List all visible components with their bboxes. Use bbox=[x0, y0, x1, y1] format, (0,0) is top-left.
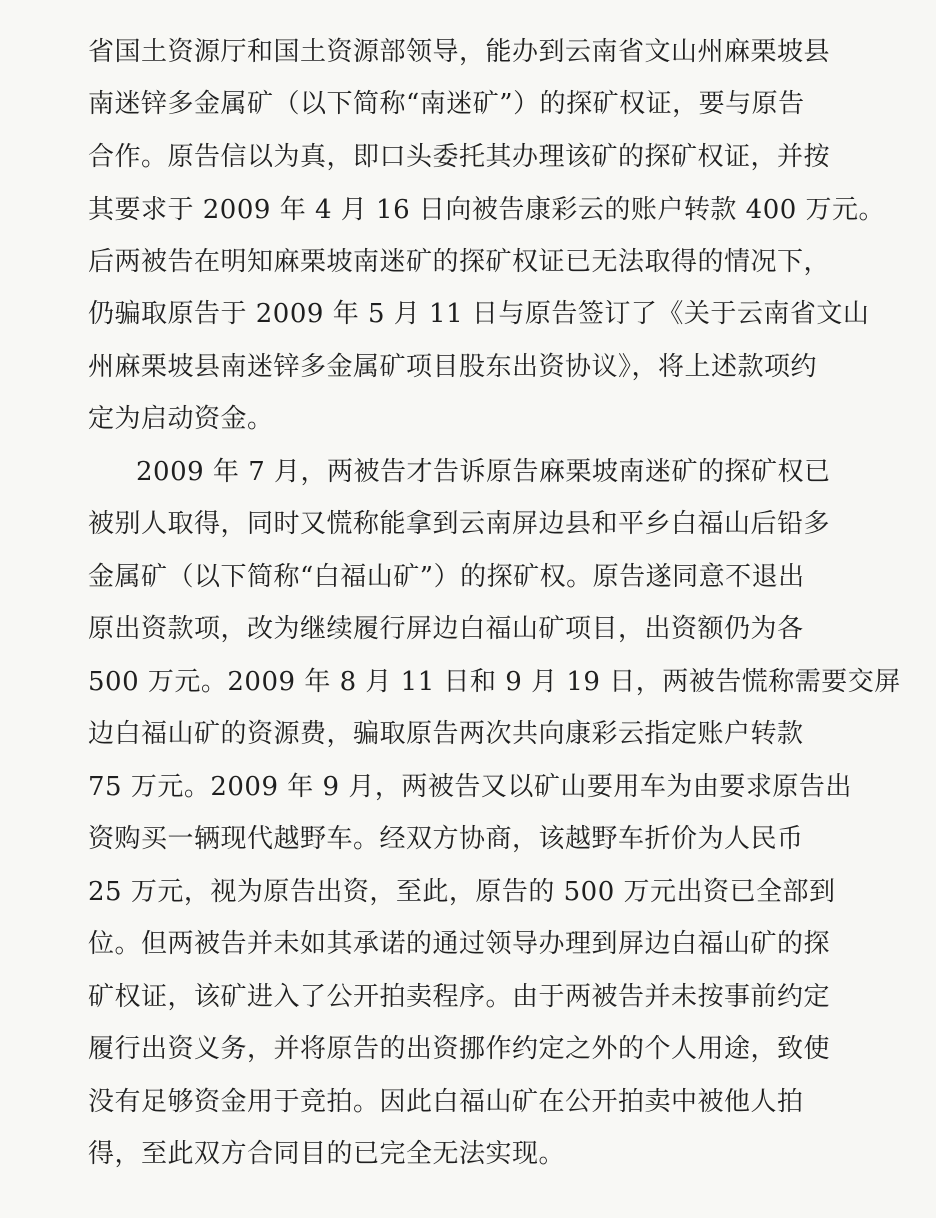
text-line: 位。但两被告并未如其承诺的通过领导办理到屏边白福山矿的探 bbox=[88, 929, 831, 959]
text-line: 资购买一辆现代越野车。经双方协商，该越野车折价为人民币 bbox=[88, 824, 804, 854]
text-line: 其要求于 2009 年 4 月 16 日向被告康彩云的账户转款 400 万元。 bbox=[88, 195, 886, 225]
text-line: 金属矿（以下简称“白福山矿”）的探矿权。原告遂同意不退出 bbox=[88, 562, 805, 592]
text-line: 合作。原告信以为真，即口头委托其办理该矿的探矿权证，并按 bbox=[88, 142, 831, 172]
text-line: 定为启动资金。 bbox=[88, 404, 274, 434]
text-line: 得，至此双方合同目的已完全无法实现。 bbox=[88, 1139, 566, 1169]
text-line: 500 万元。2009 年 8 月 11 日和 9 月 19 日，两被告慌称需要交屏 bbox=[88, 667, 901, 697]
text-line: 边白福山矿的资源费，骗取原告两次共向康彩云指定账户转款 bbox=[88, 719, 804, 749]
text-line: 没有足够资金用于竞拍。因此白福山矿在公开拍卖中被他人拍 bbox=[88, 1087, 804, 1117]
text-line: 仍骗取原告于 2009 年 5 月 11 日与原告签订了《关于云南省文山 bbox=[88, 299, 870, 329]
text-line: 原出资款项，改为继续履行屏边白福山矿项目，出资额仍为各 bbox=[88, 614, 804, 644]
text-line: 矿权证，该矿进入了公开拍卖程序。由于两被告并未按事前约定 bbox=[88, 982, 831, 1012]
text-line: 75 万元。2009 年 9 月，两被告又以矿山要用车为由要求原告出 bbox=[88, 772, 852, 802]
text-line: 2009 年 7 月，两被告才告诉原告麻栗坡南迷矿的探矿权已 bbox=[136, 457, 831, 487]
text-line: 南迷锌多金属矿（以下简称“南迷矿”）的探矿权证，要与原告 bbox=[88, 89, 805, 119]
text-line: 州麻栗坡县南迷锌多金属矿项目股东出资协议》，将上述款项约 bbox=[88, 352, 818, 382]
text-line: 25 万元，视为原告出资，至此，原告的 500 万元出资已全部到 bbox=[88, 877, 836, 907]
text-line: 被别人取得，同时又慌称能拿到云南屏边县和平乡白福山后铅多 bbox=[88, 509, 831, 539]
text-line: 后两被告在明知麻栗坡南迷矿的探矿权证已无法取得的情况下， bbox=[88, 247, 831, 277]
text-line: 履行出资义务，并将原告的出资挪作约定之外的个人用途，致使 bbox=[88, 1034, 831, 1064]
text-line: 省国土资源厅和国土资源部领导，能办到云南省文山州麻栗坡县 bbox=[88, 37, 831, 67]
